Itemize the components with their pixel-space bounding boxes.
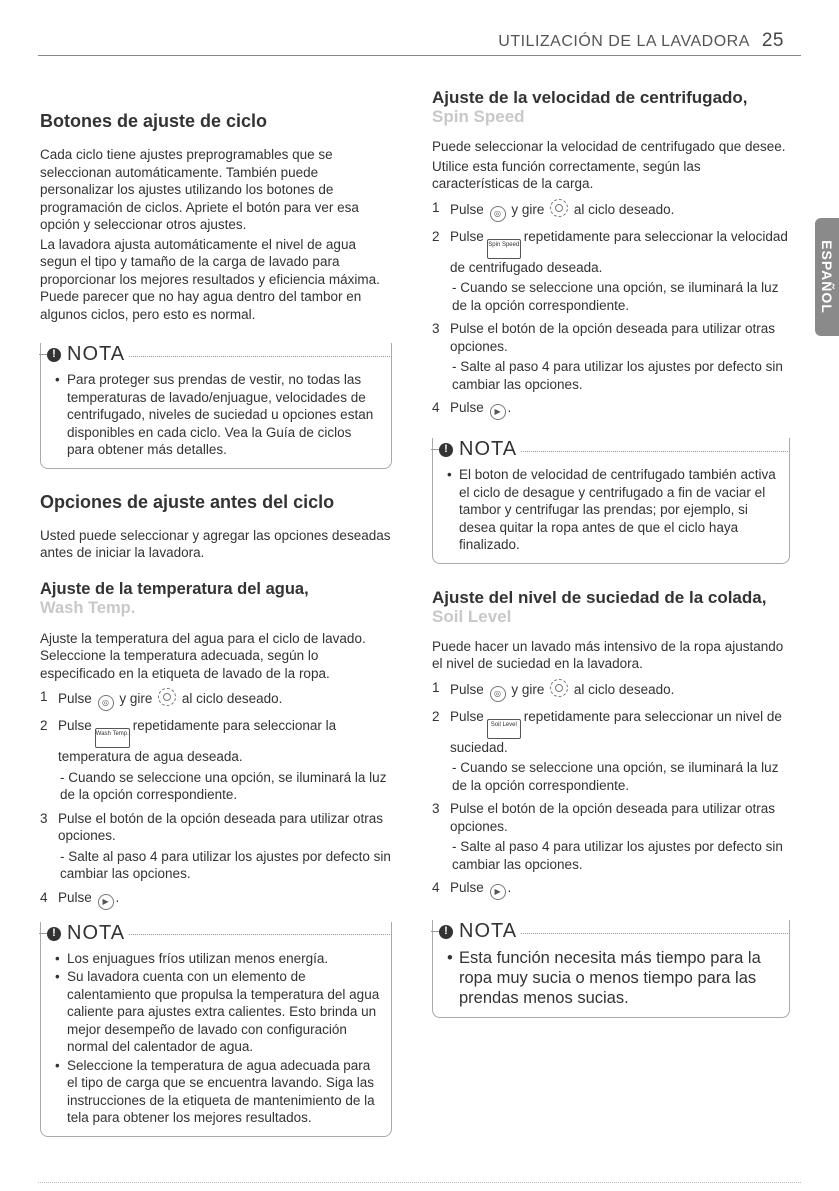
paragraph: Puede seleccionar la velocidad de centrifugado que desee.: [432, 139, 786, 154]
note-box: [40, 343, 392, 469]
heading-spin-speed: Ajuste de la velocidad de centrifugado, Spin Speed: [432, 88, 748, 126]
power-icon: ◎: [490, 686, 506, 702]
power-icon: ◎: [490, 206, 506, 222]
warning-icon: !: [439, 925, 453, 939]
bottom-rule: [38, 1182, 801, 1183]
note-box: [40, 922, 392, 1137]
paragraph: Cada ciclo tiene ajustes preprogramables que se seleccionan automáticamente. También puede personalizar los ajustes utilizando los botones de programación de ciclos. Apriete el botón para ver esa opción y seleccionar otros ajustes.: [40, 147, 359, 232]
section-title: UTILIZACIÓN DE LA LAVADORA: [498, 33, 750, 50]
note-item: • Los enjuagues fríos utilizan menos energía.: [55, 950, 381, 968]
step-1: 1 Pulse ◎ y gire al ciclo deseado.: [432, 679, 790, 702]
warning-icon: !: [439, 443, 453, 457]
paragraph: Usted puede seleccionar y agregar las opciones deseadas antes de iniciar la lavadora.: [40, 527, 391, 560]
note-label: NOTA: [459, 441, 521, 459]
step-1: 1 Pulse ◎ y gire al ciclo deseado.: [432, 199, 790, 222]
step-2: 2 PulseWash Temp.repetidamente para seleccionar la temperatura de agua deseada.: [40, 718, 337, 764]
cycle-dial-icon: [158, 688, 176, 706]
heading-cycle-buttons: Botones de ajuste de ciclo: [40, 111, 268, 131]
note-item: • Su lavadora cuenta con un elemento de calentamiento que propulsa la temperatura del agua caliente para ajustes extra calientes. Esto brinda un mejor desempeño de lavado con configuración normal del calentador de agua.: [55, 968, 381, 1056]
cycle-dial-icon: [550, 199, 568, 217]
wash-temp-button-icon: Wash Temp.: [95, 728, 130, 748]
step-2-note: - Cuando se seleccione una opción, se iluminará la luz de la opción correspondiente.: [452, 280, 779, 313]
header-rule: [38, 55, 801, 56]
start-pause-icon: ▶: [98, 894, 114, 910]
step-4: 4 Pulse ▶ .: [40, 889, 392, 910]
note-item: • Seleccione la temperatura de agua adecuada para el tipo de carga que se encuentra lavando. Siga las instrucciones de la etiqueta de mantenimiento de la tela para obtener los mejores resultados.: [55, 1057, 381, 1127]
warning-icon: !: [47, 927, 61, 941]
start-pause-icon: ▶: [490, 404, 506, 420]
paragraph: Puede hacer un lavado más intensivo de la ropa ajustando el nivel de suciedad en la lavadora.: [432, 638, 784, 671]
note-label: NOTA: [67, 346, 129, 364]
step-2: 2 PulseSoil Levelrepetidamente para seleccionar un nivel de suciedad.: [432, 708, 782, 755]
step-3: 3 Pulse el botón de la opción deseada para utilizar otras opciones.: [432, 321, 775, 354]
step-3: 3 Pulse el botón de la opción deseada para utilizar otras opciones.: [40, 810, 383, 843]
step-3: 3 Pulse el botón de la opción deseada para utilizar otras opciones.: [432, 801, 775, 834]
note-item: • Esta función necesita más tiempo para la ropa muy sucia o menos tiempo para las prendas menos sucias.: [447, 948, 779, 1008]
paragraph: Utilice esta función correctamente, según las características de la carga.: [432, 158, 701, 191]
step-2-note: - Cuando se seleccione una opción, se iluminará la luz de la opción correspondiente.: [60, 769, 387, 802]
note-label: NOTA: [67, 925, 129, 943]
start-pause-icon: ▶: [490, 884, 506, 900]
step-3-note: - Salte al paso 4 para utilizar los ajustes por defecto sin cambiar las opciones.: [452, 359, 783, 392]
note-label: NOTA: [459, 923, 521, 941]
step-4: 4 Pulse ▶ .: [432, 879, 790, 900]
step-3-note: - Salte al paso 4 para utilizar los ajustes por defecto sin cambiar las opciones.: [60, 848, 391, 881]
language-tab: ESPAÑOL: [815, 218, 839, 336]
step-1: 1 Pulse ◎ y gire al ciclo deseado.: [40, 688, 392, 711]
warning-icon: !: [47, 348, 61, 362]
step-4: 4 Pulse ▶ .: [432, 399, 790, 420]
right-column: [432, 80, 790, 1036]
heading-wash-temp: Ajuste de la temperatura del agua, Wash Temp.: [40, 579, 309, 617]
note-box: [432, 920, 790, 1018]
paragraph: Ajuste la temperatura del agua para el ciclo de lavado. Seleccione la temperatura adecuada, según lo especificado en la etiqueta de lavado de la ropa.: [40, 630, 366, 681]
step-2: 2 PulseSpin Speedrepetidamente para seleccionar la velocidad de centrifugado deseada.: [432, 228, 788, 275]
step-2-note: - Cuando se seleccione una opción, se iluminará la luz de la opción correspondiente.: [452, 760, 779, 793]
heading-soil-level: Ajuste del nivel de suciedad de la colada, Soil Level: [432, 587, 767, 626]
note-box: [432, 438, 790, 564]
heading-pre-cycle-options: Opciones de ajuste antes del ciclo: [40, 491, 335, 512]
page-number: 25: [761, 30, 784, 51]
note-item: • El boton de velocidad de centrifugado también activa el ciclo de desague y centrifugado a fin de vaciar el tambor y centrifugar las prendas; por ejemplo, si desea quitar la ropa antes de que el ciclo haya finalizado.: [447, 466, 779, 554]
paragraph: La lavadora ajusta automáticamente el nivel de agua segun el tipo y tamaño de la carga de lavado para proporcionar los mejores resultados y eficiencia máxima. Puede parecer que no hay agua dentro del tambor en algunos ciclos, pero esto es normal.: [40, 236, 380, 322]
page-header: [498, 30, 784, 52]
note-item: • Para proteger sus prendas de vestir, no todas las temperaturas de lavado/enjuague, velocidades de centrifugado, niveles de suciedad u opciones estan disponibles en cada ciclo. Vea la Guía de ciclos para obtener más detalles.: [55, 371, 381, 459]
spin-speed-button-icon: Spin Speed: [487, 239, 521, 259]
step-3-note: - Salte al paso 4 para utilizar los ajustes por defecto sin cambiar las opciones.: [452, 839, 783, 872]
power-icon: ◎: [98, 695, 114, 711]
left-column: [40, 80, 392, 1155]
soil-level-button-icon: Soil Level: [487, 719, 521, 739]
cycle-dial-icon: [550, 679, 568, 697]
